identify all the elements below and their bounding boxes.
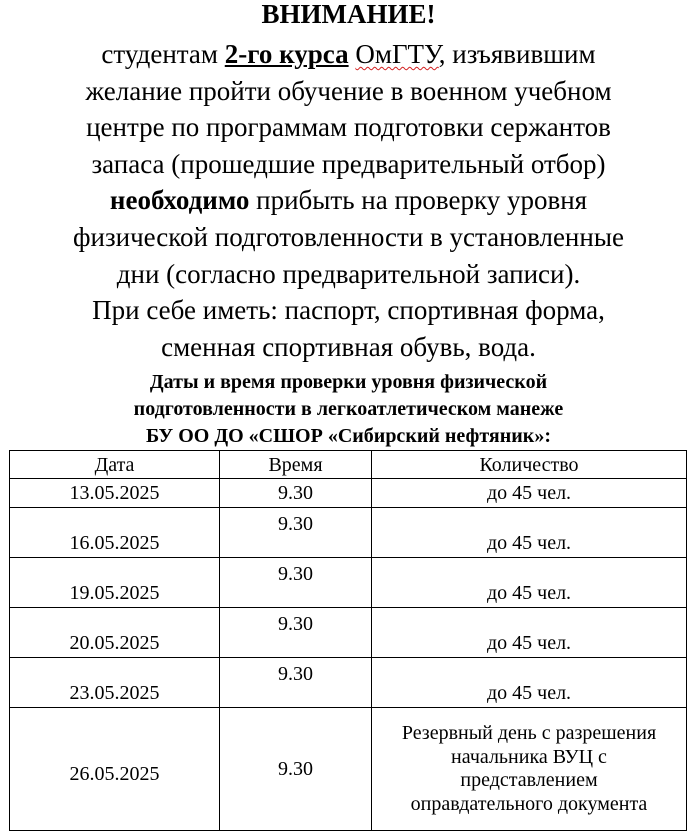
schedule-table: [9, 450, 687, 831]
cell-quantity: до 45 чел.: [372, 479, 687, 508]
cell-date: 26.05.2025: [10, 708, 220, 831]
reserve-note-line: оправдательного документа: [410, 792, 648, 815]
course-emphasis: 2-го курса: [224, 39, 349, 69]
notice-line-1: [0, 36, 697, 73]
table-header-row: [10, 451, 687, 479]
cell-date: 20.05.2025: [10, 608, 220, 658]
cell-time: 9.30: [220, 508, 372, 558]
notice-title: ВНИМАНИЕ!: [261, 0, 436, 29]
reserve-note-line: Резервный день с разрешения: [401, 722, 657, 744]
notice-fragment: , изъявившим: [438, 39, 596, 69]
reserve-note-line: представлением: [460, 769, 598, 791]
must-emphasis: необходимо: [109, 185, 250, 216]
table-row: [10, 479, 687, 508]
cell-quantity: до 45 чел.: [372, 508, 687, 558]
notice-line-3: центре по программам подготовки сержантов: [86, 112, 611, 143]
notice-line-9: сменная спортивная обувь, вода.: [161, 331, 536, 362]
schedule-title-line: Даты и время проверки уровня физической: [149, 371, 548, 393]
cell-time: 9.30: [220, 658, 372, 708]
table-row: [10, 558, 687, 608]
cell-quantity: до 45 чел.: [372, 658, 687, 708]
table-row: [10, 508, 687, 558]
notice-line-7: дни (согласно предварительной записи).: [116, 258, 581, 289]
cell-date: 23.05.2025: [10, 658, 220, 708]
notice-line-4: запаса (прошедшие предварительный отбор): [91, 148, 606, 179]
notice-fragment: студентам: [101, 39, 225, 69]
schedule-title: [0, 369, 697, 450]
cell-time: 9.30: [220, 558, 372, 608]
cell-date: 13.05.2025: [10, 479, 220, 508]
notice-line-8: При себе иметь: паспорт, спортивная форма,: [92, 295, 605, 326]
cell-date: 19.05.2025: [10, 558, 220, 608]
schedule-title-line: подготовленности в легкоатлетическом манеже: [133, 398, 564, 420]
cell-quantity: до 45 чел.: [372, 558, 687, 608]
table-row: [10, 608, 687, 658]
notice-line-6: физической подготовленности в установленные: [73, 221, 624, 252]
table-row: [10, 658, 687, 708]
cell-time: 9.30: [220, 479, 372, 508]
reserve-note-line: начальника ВУЦ с: [451, 745, 607, 768]
cell-quantity: [372, 708, 687, 831]
schedule-title-line: БУ ОО ДО «СШОР «Сибирский нефтяник»:: [146, 425, 551, 447]
header-quantity: Количество: [372, 451, 687, 479]
header-date: Дата: [10, 451, 220, 479]
notice-text: [0, 36, 697, 365]
cell-date: 16.05.2025: [10, 508, 220, 558]
notice-line-5: [0, 182, 697, 219]
notice-line-2: желание пройти обучение в военном учебном: [85, 75, 612, 106]
cell-quantity: до 45 чел.: [372, 608, 687, 658]
header-time: Время: [220, 451, 372, 479]
cell-time: 9.30: [220, 608, 372, 658]
cell-time: 9.30: [220, 708, 372, 831]
university-name: ОмГТУ: [355, 39, 439, 69]
table-row: [10, 708, 687, 831]
notice-fragment: прибыть на проверку уровня: [249, 185, 588, 216]
